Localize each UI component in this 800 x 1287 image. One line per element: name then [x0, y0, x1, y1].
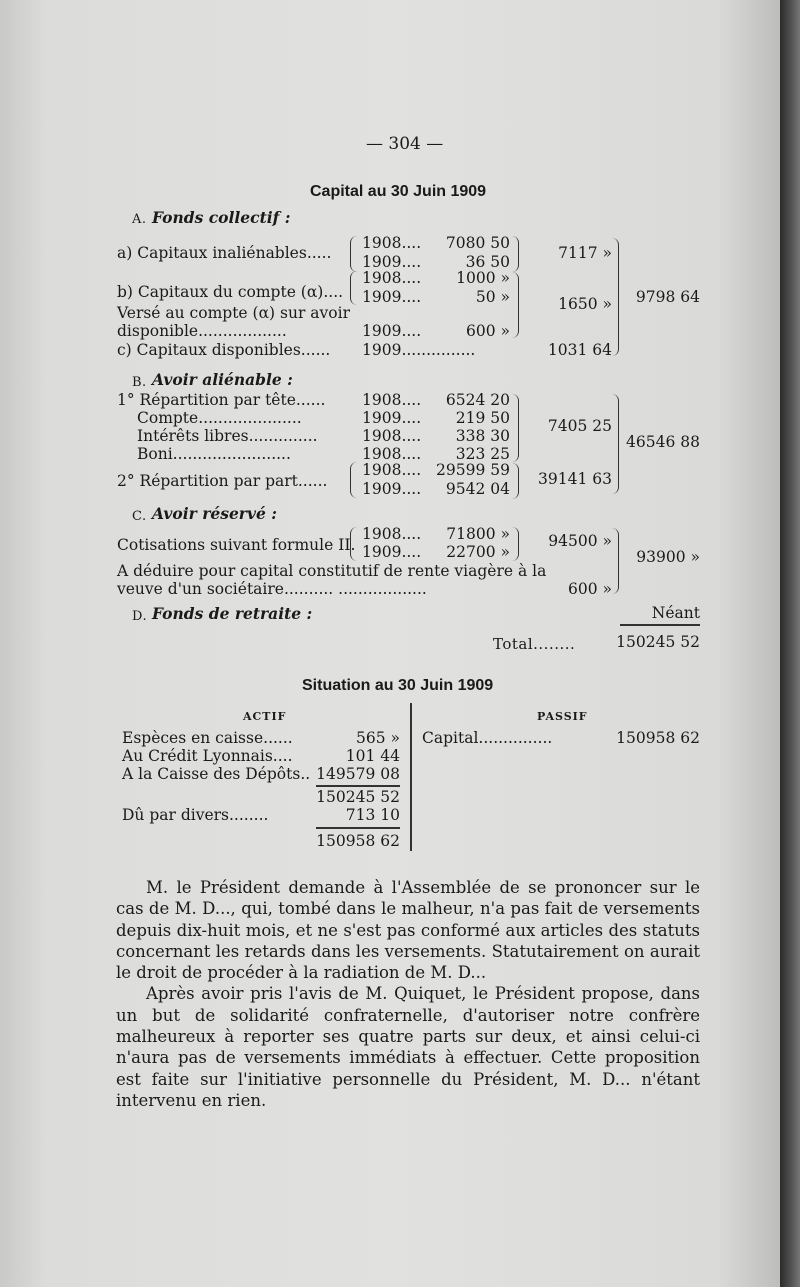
section-a-total: 9798 64	[635, 288, 700, 306]
c1-subtotal: 94500 »	[548, 532, 612, 550]
row-a-value1: 7080 50	[445, 234, 510, 252]
actif-value: 149579 08	[316, 765, 400, 783]
verse-year: 1909....	[362, 322, 422, 340]
b2-label: 2° Répartition par part......	[117, 472, 328, 490]
row-a-label: a) Capitaux inaliénables.....	[117, 244, 332, 262]
passif-header: PASSIF	[537, 710, 588, 723]
b2-value1: 29599 59	[436, 461, 510, 479]
section-b-total: 46546 88	[626, 433, 700, 451]
actif-label: A la Caisse des Dépôts..	[122, 765, 311, 783]
row-b-year2: 1909....	[362, 288, 422, 306]
verse-value: 600 »	[466, 322, 510, 340]
b-row-value: 219 50	[455, 409, 510, 427]
passif-value: 150958 62	[616, 729, 700, 747]
situation-title: Situation au 30 Juin 1909	[302, 677, 494, 694]
body-text	[116, 877, 700, 1111]
b-row-year: 1908....	[362, 427, 422, 445]
brace	[512, 527, 519, 561]
book-gutter	[780, 0, 800, 1287]
brace	[350, 527, 357, 561]
section-d-value: Néant	[651, 604, 700, 622]
row-a-value2: 36 50	[465, 253, 510, 271]
row-c-year: 1909...............	[362, 341, 476, 359]
section-d-title: Fonds de retraite :	[152, 604, 313, 623]
actif-total: 150958 62	[316, 832, 400, 850]
brace	[350, 271, 357, 305]
row-b-label: b) Capitaux du compte (α)....	[117, 283, 344, 301]
brace	[512, 272, 519, 338]
row-b-year1: 1908....	[362, 269, 422, 287]
actif-label: Au Crédit Lyonnais....	[122, 747, 293, 765]
b-row-label: Compte.....................	[137, 409, 302, 427]
b2-subtotal: 39141 63	[538, 470, 612, 488]
section-c-total: 93900 »	[636, 548, 700, 566]
actif-value: 101 44	[345, 747, 400, 765]
c2-label: A déduire pour capital constitutif de rente viagère à la	[117, 562, 547, 580]
section-d-letter: D.	[132, 609, 148, 624]
row-b-value1: 1000 »	[456, 269, 510, 287]
row-c-label: c) Capitaux disponibles......	[117, 341, 331, 359]
rule	[316, 785, 400, 787]
section-a-title: Fonds collectif :	[152, 208, 291, 227]
c2-subtotal: 600 »	[568, 580, 612, 598]
verse-label-2: disponible..................	[117, 322, 287, 340]
row-a-year1: 1908....	[362, 234, 422, 252]
b-subtotal-1: 7405 25	[547, 417, 612, 435]
c1-year2: 1909....	[362, 543, 422, 561]
b2-year1: 1908....	[362, 461, 422, 479]
total-value: 150245 52	[616, 633, 700, 651]
brace	[512, 236, 519, 272]
rule	[316, 827, 400, 829]
column-divider	[410, 703, 412, 851]
section-a-letter: A.	[132, 212, 147, 227]
brace	[350, 462, 357, 498]
b-row-value: 338 30	[455, 427, 510, 445]
du-value: 713 10	[345, 806, 400, 824]
actif-label: Espèces en caisse......	[122, 729, 293, 747]
b-row-label: Boni........................	[137, 445, 291, 463]
row-b-subtotal: 1650 »	[558, 295, 612, 313]
du-label: Dû par divers........	[122, 806, 269, 824]
brace	[350, 236, 357, 272]
paragraph: M. le Président demande à l'Assemblée de se prononcer sur le cas de M. D..., qui, tombé dans le malheur, n'a pas fait de versements depuis dix-huit mois, et ne s'est pas conformé aux articles des statuts concernant les retards dans les versements. Statutairement on aurait le droit de procéder à la radiation de M. D...	[116, 878, 700, 983]
capital-title: Capital au 30 Juin 1909	[310, 183, 487, 200]
brace	[512, 394, 519, 462]
b-row-label: Intérêts libres..............	[137, 427, 318, 445]
b-row-value: 323 25	[455, 445, 510, 463]
b-row-label: 1° Répartition par tête......	[117, 391, 326, 409]
paragraph: Après avoir pris l'avis de M. Quiquet, le Président propose, dans un but de solidarité confraternelle, d'autoriser notre confrère malheureux à reporter ses quatre parts sur deux, et ainsi celui-ci n'aura pas de versements immédiats à effectuer. Cette proposition est faite sur l'initiative personnelle du Président, M. D... n'étant intervenu en rien.	[116, 984, 700, 1110]
row-c-subtotal: 1031 64	[547, 341, 612, 359]
section-c-title: Avoir réservé :	[152, 504, 277, 523]
section-b-title: Avoir aliénable :	[152, 370, 293, 389]
row-a-subtotal: 7117 »	[558, 244, 612, 262]
c1-value1: 71800 »	[446, 525, 510, 543]
section-c-letter: C.	[132, 509, 147, 524]
c1-label: Cotisations suivant formule II.	[117, 536, 356, 554]
page-number: — 304 —	[366, 134, 444, 154]
brace	[512, 463, 519, 499]
c2-label-2: veuve d'un sociétaire.......... ..................	[117, 580, 427, 598]
passif-label: Capital...............	[422, 729, 553, 747]
b-row-year: 1909....	[362, 409, 422, 427]
actif-subtotal: 150245 52	[316, 788, 400, 806]
b-row-value: 6524 20	[445, 391, 510, 409]
b2-year2: 1909....	[362, 480, 422, 498]
actif-value: 565 »	[356, 729, 400, 747]
rule	[620, 624, 700, 626]
row-a-year2: 1909....	[362, 253, 422, 271]
total-label: Total........	[493, 635, 576, 653]
b-row-year: 1908....	[362, 391, 422, 409]
section-b-letter: B.	[132, 375, 147, 390]
verse-label: Versé au compte (α) sur avoir	[117, 304, 350, 322]
c1-value2: 22700 »	[446, 543, 510, 561]
b-row-year: 1908....	[362, 445, 422, 463]
actif-header: ACTIF	[243, 710, 287, 723]
row-b-value2: 50 »	[475, 288, 510, 306]
b2-value2: 9542 04	[445, 480, 510, 498]
c1-year1: 1908....	[362, 525, 422, 543]
